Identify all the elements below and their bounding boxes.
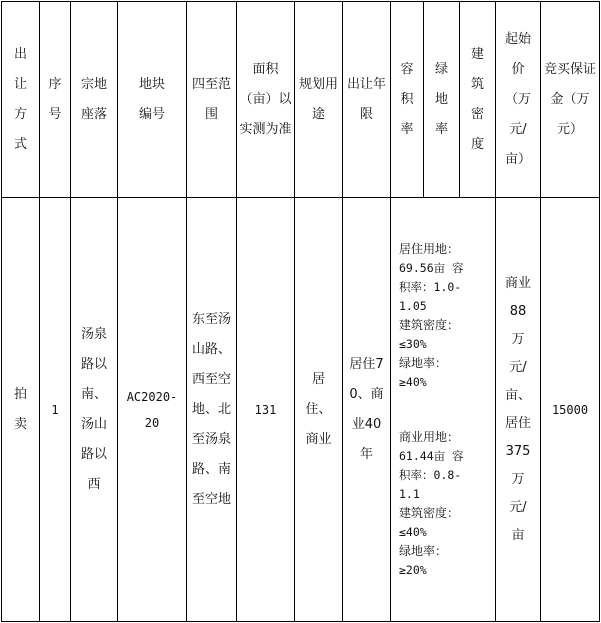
table-row [2,198,600,622]
header-green: 绿地率 [424,2,460,198]
cell-term: 居住70、商业40年 [343,198,391,622]
commercial-indicators: 商业用地： 61.44亩 容 积率：0.8- 1.1 建筑密度： ≤40% 绿地率： ≥20% [399,429,464,577]
header-parcel-no: 地块编号 [118,2,187,198]
cell-location: 汤泉路以南、汤山路以西 [71,198,118,622]
header-deposit: 竞买保证金（万元） [541,2,600,198]
residential-indicators: 居住用地： 69.56亩 容 积率：1.0- 1.05 建筑密度： ≤30% 绿地率： ≥40% [399,241,464,389]
cell-boundaries: 东至汤山路、西至空地、北至汤泉路、南至空地 [187,198,237,622]
cell-serial: 1 [40,198,71,622]
header-term: 出让年限 [343,2,391,198]
cell-area: 131 [237,198,295,622]
land-transfer-table [1,1,600,622]
header-density: 建筑密度 [460,2,496,198]
header-boundaries: 四至范围 [187,2,237,198]
header-planned-use: 规划用途 [295,2,343,198]
cell-indicators [391,198,496,622]
header-serial: 序号 [40,2,71,198]
cell-transfer-method: 拍卖 [2,198,40,622]
header-row [2,2,600,198]
cell-planned-use: 居住、商业 [295,198,343,622]
cell-start-price: 商业88万元/亩、居住375万元/亩 [496,198,541,622]
header-start-price: 起始价（万元/亩） [496,2,541,198]
header-far: 容积率 [391,2,424,198]
cell-deposit: 15000 [541,198,600,622]
header-transfer-method: 出让方式 [2,2,40,198]
header-area: 面积（亩）以实测为准 [237,2,295,198]
header-location: 宗地座落 [71,2,118,198]
cell-parcel-no: AC2020-20 [118,198,187,622]
